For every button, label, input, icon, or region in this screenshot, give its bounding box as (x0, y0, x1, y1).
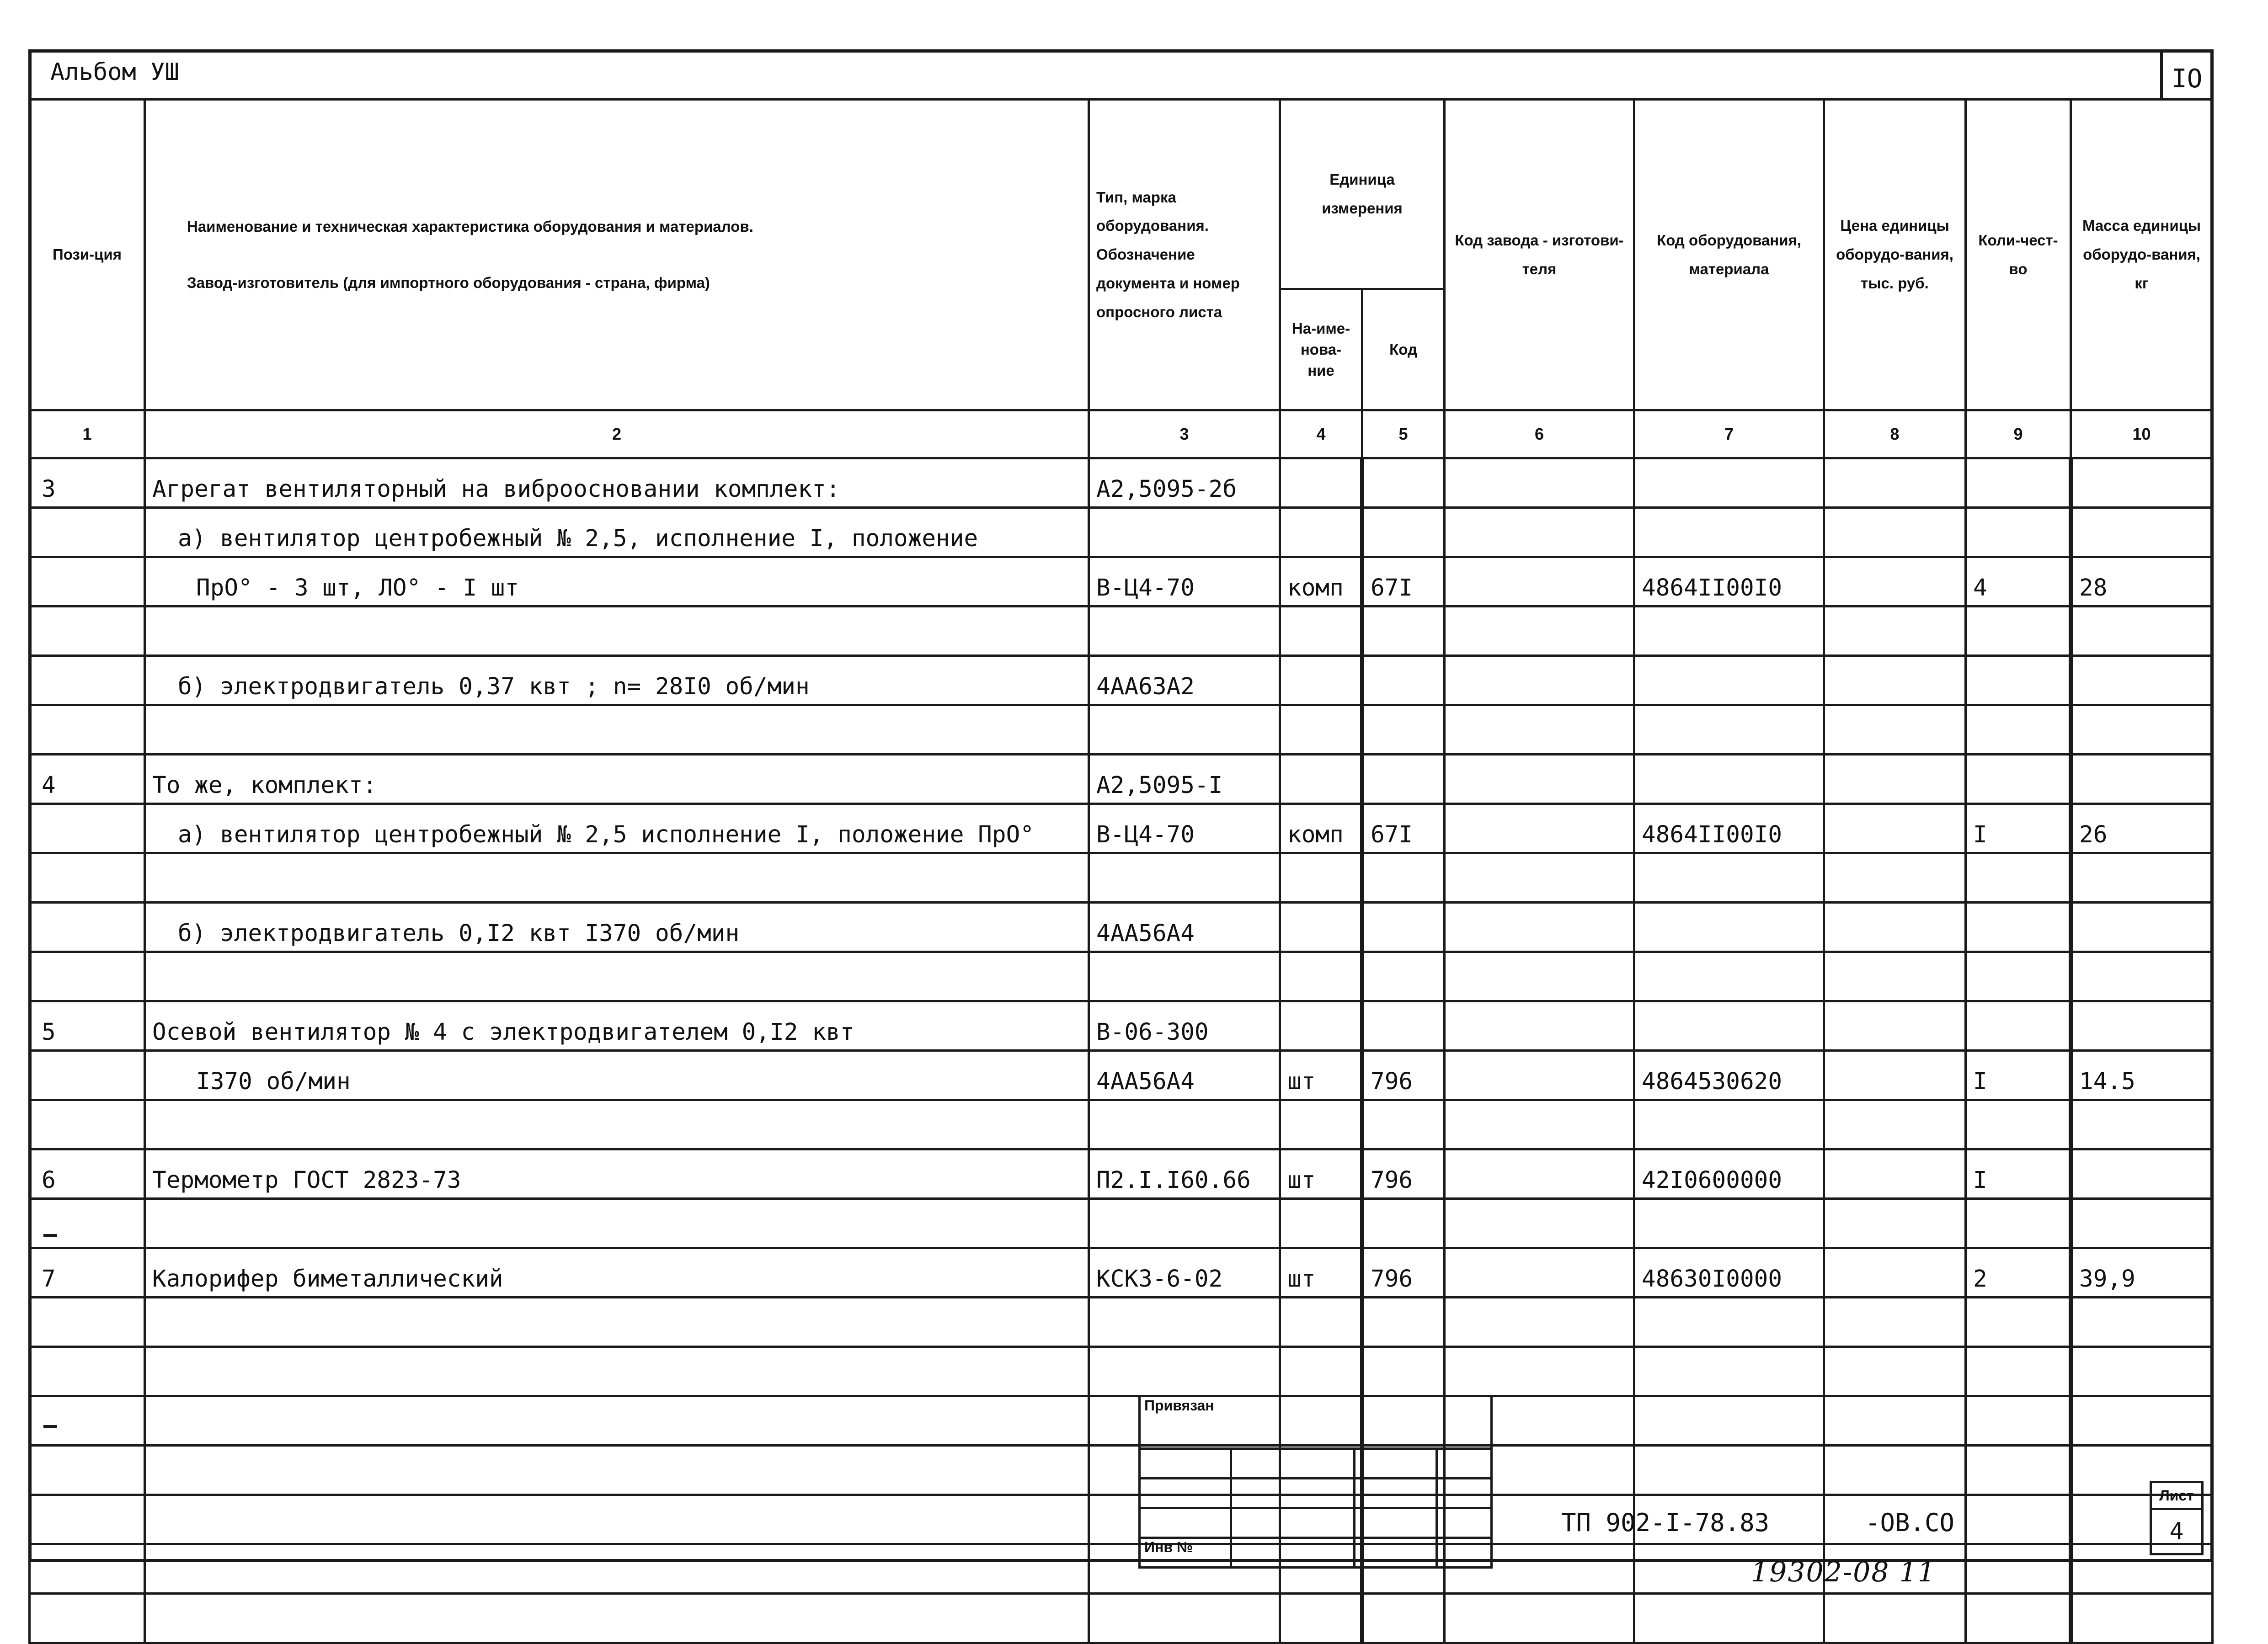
factory-code-cell (1445, 607, 1634, 656)
price-cell (1824, 1051, 1966, 1100)
unit-cell: шт (1280, 1248, 1362, 1298)
factory-code-cell (1445, 1248, 1634, 1298)
position-cell (30, 952, 145, 1001)
mass-cell: 39,9 (2071, 1248, 2213, 1298)
factory-code-cell (1445, 458, 1634, 508)
unit-code-cell (1362, 607, 1445, 656)
table-row (30, 607, 2213, 656)
position-cell (30, 656, 145, 705)
factory-code-cell (1445, 1149, 1634, 1199)
col-number-5: 5 (1362, 410, 1445, 458)
mass-cell (2071, 508, 2213, 557)
type-cell: В-Ц4-70 (1089, 804, 1280, 853)
header-equipment-code: Код оборудования, материала (1634, 100, 1824, 410)
unit-cell (1280, 656, 1362, 705)
table-row (30, 1396, 2213, 1446)
stamp-cell (1231, 1508, 1355, 1538)
factory-code-cell (1445, 656, 1634, 705)
type-cell (1089, 1594, 1280, 1643)
header-unit-name: На-име-нова-ние (1280, 289, 1362, 410)
position-cell (30, 1347, 145, 1396)
stamp-cell (1437, 1479, 1492, 1508)
quantity-cell (1966, 1100, 2071, 1149)
header-type: Тип, марка оборудования. Обозначение документа и номер опросного листа (1089, 100, 1280, 410)
equipment-code-cell: 4864530620 (1634, 1051, 1824, 1100)
sheet-box (2150, 1481, 2204, 1555)
name-cell (145, 1199, 1089, 1248)
price-cell (1824, 557, 1966, 607)
position-cell (30, 1495, 145, 1544)
price-cell (1824, 1100, 1966, 1149)
type-cell (1089, 607, 1280, 656)
quantity-cell: I (1966, 804, 2071, 853)
equipment-code-cell (1634, 1298, 1824, 1347)
album-label: Альбом УШ (50, 59, 179, 86)
position-cell (30, 1594, 145, 1643)
table-row (30, 1149, 2213, 1199)
equipment-code-cell (1634, 952, 1824, 1001)
factory-code-cell (1445, 1298, 1634, 1347)
type-cell: 4АА63А2 (1089, 656, 1280, 705)
price-cell (1824, 1298, 1966, 1347)
unit-cell: комп (1280, 557, 1362, 607)
mass-cell (2071, 1298, 2213, 1347)
equipment-code-cell (1634, 755, 1824, 804)
unit-cell (1280, 1100, 1362, 1149)
type-cell: П2.I.I60.66 (1089, 1149, 1280, 1199)
header-unit-code: Код (1362, 289, 1445, 410)
name-cell: а) вентилятор центробежный № 2,5 исполнение I, положение ПрО° (145, 804, 1089, 853)
position-cell (30, 1544, 145, 1594)
mass-cell (2071, 607, 2213, 656)
type-cell: В-06-300 (1089, 1001, 1280, 1051)
mass-cell (2071, 656, 2213, 705)
unit-code-cell: 796 (1362, 1248, 1445, 1298)
equipment-code-cell: 42I0600000 (1634, 1149, 1824, 1199)
position-cell: 4 (30, 755, 145, 804)
price-cell (1824, 1248, 1966, 1298)
unit-cell (1280, 705, 1362, 755)
position-cell: 7 (30, 1248, 145, 1298)
table-row (30, 1001, 2213, 1051)
table-row (30, 1199, 2213, 1248)
mass-cell: 26 (2071, 804, 2213, 853)
table-row (30, 1298, 2213, 1347)
unit-code-cell (1362, 1100, 1445, 1149)
equipment-code-cell: 48630I0000 (1634, 1248, 1824, 1298)
table-row (30, 755, 2213, 804)
table-row (30, 1594, 2213, 1643)
col-number-3: 3 (1089, 410, 1280, 458)
unit-code-cell (1362, 903, 1445, 952)
name-cell (145, 1594, 1089, 1643)
unit-cell: комп (1280, 804, 1362, 853)
position-cell (30, 903, 145, 952)
name-cell: Термометр ГОСТ 2823-73 (145, 1149, 1089, 1199)
header-name-line1: Наименование и техническая характеристика оборудования и материалов. (187, 218, 753, 235)
mass-cell (2071, 755, 2213, 804)
position-cell (30, 1298, 145, 1347)
unit-code-cell (1362, 458, 1445, 508)
quantity-cell (1966, 1495, 2071, 1544)
unit-code-cell (1362, 952, 1445, 1001)
unit-code-cell (1362, 1347, 1445, 1396)
price-cell (1824, 607, 1966, 656)
col-number-8: 8 (1824, 410, 1966, 458)
price-cell (1824, 755, 1966, 804)
unit-cell (1280, 903, 1362, 952)
margin-tick (43, 1425, 57, 1428)
unit-cell (1280, 1347, 1362, 1396)
quantity-cell (1966, 952, 2071, 1001)
quantity-cell: 2 (1966, 1248, 2071, 1298)
stamp-cell (1355, 1449, 1437, 1479)
stamp-cell (1437, 1508, 1492, 1538)
unit-code-cell: 67I (1362, 557, 1445, 607)
header-unit: Единица измерения (1280, 100, 1445, 289)
position-cell (30, 557, 145, 607)
mass-cell (2071, 1100, 2213, 1149)
equipment-code-cell (1634, 853, 1824, 903)
name-cell (145, 1544, 1089, 1594)
equipment-code-cell (1634, 458, 1824, 508)
header-price: Цена единицы оборудо-вания, тыс. руб. (1824, 100, 1966, 410)
name-cell (145, 705, 1089, 755)
price-cell (1824, 1396, 1966, 1446)
price-cell (1824, 1149, 1966, 1199)
name-cell: Агрегат вентиляторный на виброосновании комплект: (145, 458, 1089, 508)
unit-code-cell (1362, 705, 1445, 755)
position-cell (30, 804, 145, 853)
type-cell (1089, 1347, 1280, 1396)
quantity-cell (1966, 705, 2071, 755)
position-cell (30, 1199, 145, 1248)
type-cell: В-Ц4-70 (1089, 557, 1280, 607)
unit-code-cell (1362, 755, 1445, 804)
header-position: Пози-ция (30, 100, 145, 410)
unit-cell (1280, 1199, 1362, 1248)
position-cell (30, 705, 145, 755)
stamp-cell (1437, 1538, 1492, 1568)
position-cell (30, 607, 145, 656)
factory-code-cell (1445, 1594, 1634, 1643)
factory-code-cell (1445, 557, 1634, 607)
unit-code-cell (1362, 1199, 1445, 1248)
col-number-4: 4 (1280, 410, 1362, 458)
stamp-cell (1140, 1449, 1231, 1479)
position-cell (30, 1446, 145, 1495)
price-cell (1824, 1199, 1966, 1248)
unit-code-cell: 796 (1362, 1149, 1445, 1199)
factory-code-cell (1445, 903, 1634, 952)
quantity-cell: I (1966, 1149, 2071, 1199)
quantity-cell (1966, 1347, 2071, 1396)
quantity-cell (1966, 1594, 2071, 1643)
equipment-code-cell (1634, 705, 1824, 755)
stamp-inv: Инв № (1140, 1538, 1231, 1568)
table-row (30, 804, 2213, 853)
table-row (30, 1248, 2213, 1298)
margin-tick (43, 1234, 57, 1237)
document-suffix: -ОВ.СО (1865, 1508, 1955, 1537)
mass-cell (2071, 903, 2213, 952)
quantity-cell (1966, 853, 2071, 903)
table-row (30, 952, 2213, 1001)
table-row (30, 557, 2213, 607)
equipment-code-cell (1634, 1347, 1824, 1396)
name-cell (145, 1347, 1089, 1396)
unit-cell (1280, 508, 1362, 557)
unit-cell (1280, 1298, 1362, 1347)
name-cell (145, 1446, 1089, 1495)
type-cell: А2,5095-I (1089, 755, 1280, 804)
equipment-code-cell (1634, 508, 1824, 557)
mass-cell (2071, 1594, 2213, 1643)
quantity-cell (1966, 1001, 2071, 1051)
equipment-code-cell (1634, 1396, 1824, 1446)
unit-cell (1280, 952, 1362, 1001)
unit-code-cell (1362, 1594, 1445, 1643)
type-cell: А2,5095-2б (1089, 458, 1280, 508)
type-cell: 4АА56А4 (1089, 1051, 1280, 1100)
quantity-cell: I (1966, 1051, 2071, 1100)
quantity-cell (1966, 903, 2071, 952)
unit-code-cell (1362, 508, 1445, 557)
name-cell (145, 1298, 1089, 1347)
stamp-cell (1231, 1538, 1355, 1568)
quantity-cell (1966, 1199, 2071, 1248)
table-row (30, 1051, 2213, 1100)
unit-cell (1280, 1001, 1362, 1051)
type-cell: 4АА56А4 (1089, 903, 1280, 952)
type-cell (1089, 1199, 1280, 1248)
table-row (30, 1446, 2213, 1495)
sheet-value: 4 (2151, 1509, 2203, 1554)
type-cell: КСК3-6-02 (1089, 1248, 1280, 1298)
stamp-linked: Привязан (1140, 1396, 1492, 1449)
sheet-label: Лист (2151, 1482, 2203, 1509)
name-cell: То же, комплект: (145, 755, 1089, 804)
type-cell (1089, 1298, 1280, 1347)
unit-code-cell: 67I (1362, 804, 1445, 853)
price-cell (1824, 1594, 1966, 1643)
price-cell (1824, 458, 1966, 508)
quantity-cell (1966, 458, 2071, 508)
quantity-cell (1966, 656, 2071, 705)
equipment-code-cell (1634, 1001, 1824, 1051)
factory-code-cell (1445, 755, 1634, 804)
position-cell: 6 (30, 1149, 145, 1199)
price-cell (1824, 656, 1966, 705)
stamp-cell (1140, 1508, 1231, 1538)
header-quantity: Коли-чест-во (1966, 100, 2071, 410)
name-cell (145, 1100, 1089, 1149)
unit-cell (1280, 1594, 1362, 1643)
table-row (30, 853, 2213, 903)
type-cell (1089, 508, 1280, 557)
name-cell (145, 1495, 1089, 1544)
position-cell (30, 1396, 145, 1446)
price-cell (1824, 952, 1966, 1001)
factory-code-cell (1445, 1051, 1634, 1100)
name-cell (145, 853, 1089, 903)
stamp-cell (1231, 1479, 1355, 1508)
unit-code-cell (1362, 1298, 1445, 1347)
name-cell: I370 об/мин (145, 1051, 1089, 1100)
col-number-2: 2 (145, 410, 1089, 458)
name-cell: Калорифер биметаллический (145, 1248, 1089, 1298)
document-code: ТП 902-I-78.83 (1561, 1508, 1770, 1537)
name-cell (145, 952, 1089, 1001)
table-row (30, 1100, 2213, 1149)
specification-table (28, 98, 2214, 1644)
stamp-cell (1231, 1449, 1355, 1479)
name-cell: б) электродвигатель 0,I2 квт I370 об/мин (145, 903, 1089, 952)
unit-cell (1280, 607, 1362, 656)
position-cell (30, 508, 145, 557)
quantity-cell (1966, 508, 2071, 557)
header-mass: Масса единицы оборудо-вания, кг (2071, 100, 2213, 410)
quantity-cell (1966, 607, 2071, 656)
mass-cell (2071, 705, 2213, 755)
equipment-code-cell: 4864II00I0 (1634, 804, 1824, 853)
unit-cell: шт (1280, 1149, 1362, 1199)
table-row (30, 656, 2213, 705)
position-cell (30, 1100, 145, 1149)
type-cell (1089, 853, 1280, 903)
mass-cell (2071, 1396, 2213, 1446)
table-row (30, 1347, 2213, 1396)
header-factory-code: Код завода - изготови-теля (1445, 100, 1634, 410)
name-cell: Осевой вентилятор № 4 с электродвигателем 0,I2 квт (145, 1001, 1089, 1051)
table-row (30, 458, 2213, 508)
position-cell: 3 (30, 458, 145, 508)
quantity-cell (1966, 1298, 2071, 1347)
table-row (30, 508, 2213, 557)
price-cell (1824, 804, 1966, 853)
handwritten-note: 19302-08 11 (1751, 1556, 1936, 1588)
quantity-cell: 4 (1966, 557, 2071, 607)
price-cell (1824, 1001, 1966, 1051)
mass-cell: 14.5 (2071, 1051, 2213, 1100)
sheet-number-top: IO (2172, 64, 2203, 94)
unit-cell (1280, 755, 1362, 804)
quantity-cell (1966, 1446, 2071, 1495)
header-name-line2: Завод-изготовитель (для импортного оборудования - страна, фирма) (187, 274, 710, 291)
price-cell (1824, 705, 1966, 755)
factory-code-cell (1445, 1199, 1634, 1248)
price-cell (1824, 508, 1966, 557)
stamp-cell (1355, 1538, 1437, 1568)
equipment-code-cell (1634, 607, 1824, 656)
equipment-code-cell (1634, 656, 1824, 705)
equipment-code-cell: 4864II00I0 (1634, 557, 1824, 607)
factory-code-cell (1445, 804, 1634, 853)
equipment-code-cell (1634, 903, 1824, 952)
mass-cell (2071, 853, 2213, 903)
col-number-6: 6 (1445, 410, 1634, 458)
name-cell (145, 1396, 1089, 1446)
name-cell: б) электродвигатель 0,37 квт ; n= 28I0 об/мин (145, 656, 1089, 705)
col-number-1: 1 (30, 410, 145, 458)
mass-cell (2071, 1149, 2213, 1199)
type-cell (1089, 952, 1280, 1001)
factory-code-cell (1445, 1100, 1634, 1149)
mass-cell: 28 (2071, 557, 2213, 607)
factory-code-cell (1445, 705, 1634, 755)
factory-code-cell (1445, 853, 1634, 903)
position-cell: 5 (30, 1001, 145, 1051)
unit-cell (1280, 853, 1362, 903)
equipment-code-cell (1634, 1594, 1824, 1643)
factory-code-cell (1445, 1001, 1634, 1051)
type-cell (1089, 1100, 1280, 1149)
album-strip (28, 49, 2184, 101)
quantity-cell (1966, 1396, 2071, 1446)
unit-cell: шт (1280, 1051, 1362, 1100)
col-number-10: 10 (2071, 410, 2213, 458)
name-cell: ПрО° - 3 шт, ЛО° - I шт (145, 557, 1089, 607)
mass-cell (2071, 458, 2213, 508)
quantity-cell (1966, 755, 2071, 804)
price-cell (1824, 903, 1966, 952)
unit-code-cell (1362, 656, 1445, 705)
mass-cell (2071, 1001, 2213, 1051)
factory-code-cell (1445, 508, 1634, 557)
unit-code-cell (1362, 1001, 1445, 1051)
price-cell (1824, 1446, 1966, 1495)
name-cell: а) вентилятор центробежный № 2,5, исполнение I, положение (145, 508, 1089, 557)
equipment-code-cell (1634, 1199, 1824, 1248)
equipment-code-cell (1634, 1100, 1824, 1149)
name-cell (145, 607, 1089, 656)
mass-cell (2071, 952, 2213, 1001)
table-row (30, 903, 2213, 952)
stamp-cell (1140, 1479, 1231, 1508)
factory-code-cell (1445, 1347, 1634, 1396)
price-cell (1824, 1347, 1966, 1396)
stamp-cell (1355, 1508, 1437, 1538)
mass-cell (2071, 1347, 2213, 1396)
stamp-cell (1437, 1449, 1492, 1479)
quantity-cell (1966, 1544, 2071, 1594)
stamp-cell (1355, 1479, 1437, 1508)
unit-cell (1280, 458, 1362, 508)
header-name (145, 100, 1089, 410)
position-cell (30, 1051, 145, 1100)
specification-rows (30, 458, 2213, 1643)
position-cell (30, 853, 145, 903)
type-cell (1089, 705, 1280, 755)
col-number-9: 9 (1966, 410, 2071, 458)
table-row (30, 705, 2213, 755)
unit-code-cell (1362, 853, 1445, 903)
price-cell (1824, 853, 1966, 903)
col-number-7: 7 (1634, 410, 1824, 458)
equipment-code-cell (1634, 1446, 1824, 1495)
factory-code-cell (1445, 952, 1634, 1001)
mass-cell (2071, 1199, 2213, 1248)
unit-code-cell: 796 (1362, 1051, 1445, 1100)
title-stamp (1138, 1395, 1493, 1569)
